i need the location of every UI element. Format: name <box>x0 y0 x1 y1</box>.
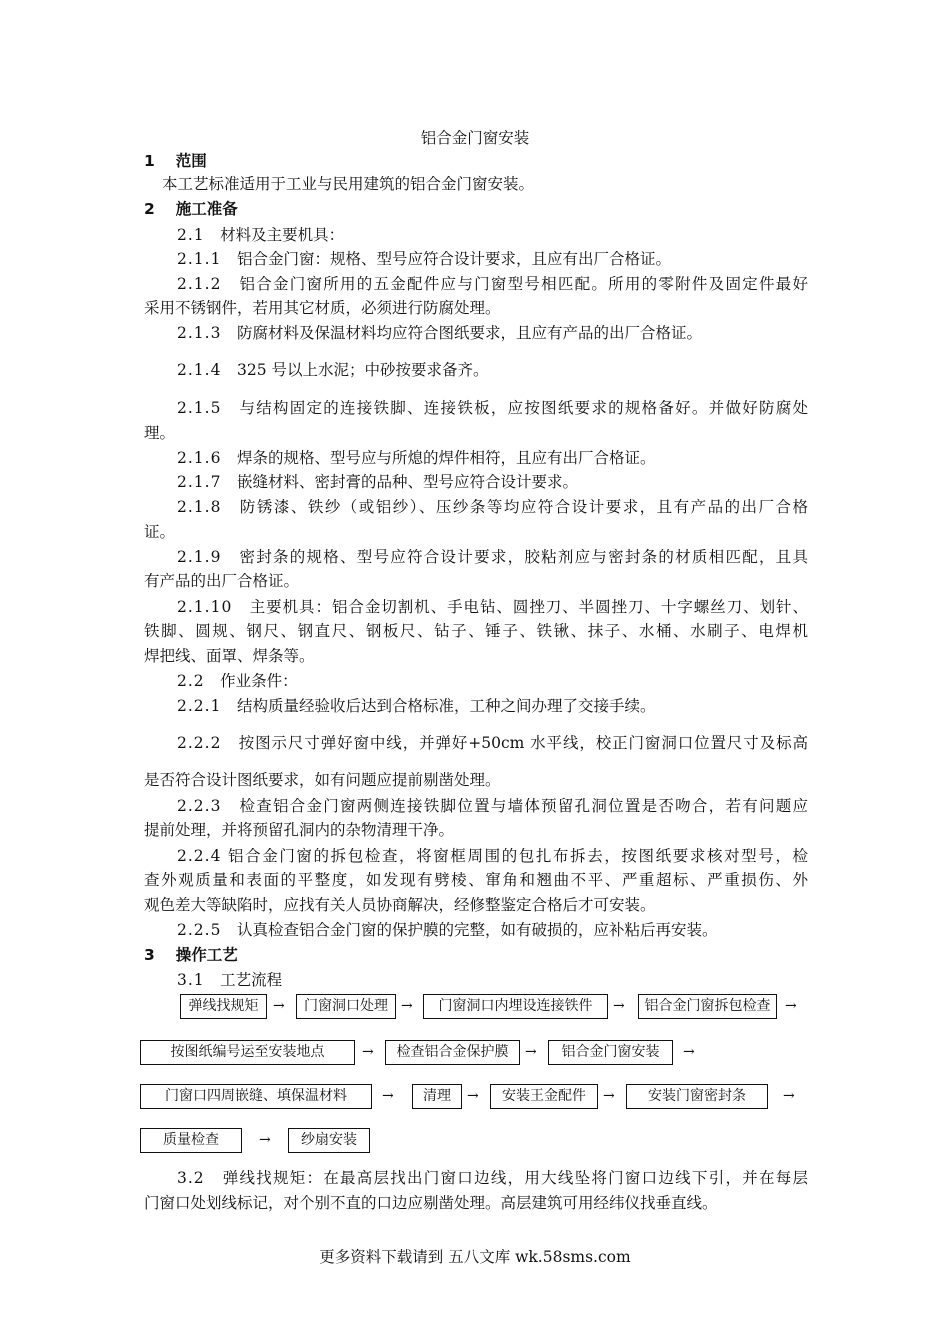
item-number: 2.1.9 <box>177 548 222 566</box>
item-number: 2.1.5 <box>177 399 222 417</box>
section-2-heading <box>144 199 238 219</box>
section-number: 3 <box>144 946 155 964</box>
item-2-1-2 <box>177 274 808 294</box>
arrow-right-icon: → <box>525 1044 537 1060</box>
arrow-right-icon: → <box>259 1132 271 1148</box>
item-2-2-5 <box>177 920 717 940</box>
item-number: 3.1 <box>177 971 205 989</box>
item-text: 材料及主要机具： <box>220 226 345 244</box>
item-2-1-4 <box>177 360 488 380</box>
section-number: 1 <box>144 152 155 170</box>
item-text-continued: 查外观质量和表面的平整度，如发现有劈棱、窜角和翘曲不平、严重超标、严重损伤、外 <box>144 871 808 889</box>
arrow-right-icon: → <box>382 1088 394 1104</box>
item-number: 2.2 <box>177 672 205 690</box>
flow-step: 安装门窗密封条 <box>626 1084 768 1109</box>
item-text-continued: 证。 <box>144 523 176 541</box>
item-text: 检查铝合金门窗两侧连接铁脚位置与墙体预留孔洞位置是否吻合，若有问题应 <box>239 797 808 815</box>
section-title: 施工准备 <box>175 200 238 218</box>
item-number: 2.1 <box>177 226 205 244</box>
item-number: 2.1.2 <box>177 275 222 293</box>
page-footer: 更多资料下载请到 五八文库 wk.58sms.com <box>319 1248 631 1266</box>
flow-step: 弹线找规矩 <box>180 994 267 1019</box>
item-text: 作业条件： <box>220 672 298 690</box>
item-text: 与结构固定的连接铁脚、连接铁板，应按图纸要求的规格备好。并做好防腐处 <box>239 399 808 417</box>
item-number: 2.1.1 <box>177 250 222 268</box>
paragraph: 本工艺标准适用于工业与民用建筑的铝合金门窗安装。 <box>162 175 535 193</box>
item-text: 铝合金门窗：规格、型号应符合设计要求，且应有出厂合格证。 <box>236 250 671 268</box>
item-text: 密封条的规格、型号应符合设计要求，胶粘剂应与密封条的材质相匹配，且具 <box>239 548 808 566</box>
arrow-right-icon: → <box>603 1088 615 1104</box>
item-number: 2.1.10 <box>177 598 233 616</box>
flow-step: 按图纸编号运至安装地点 <box>140 1040 355 1065</box>
item-2-2-4 <box>177 846 808 866</box>
section-number: 2 <box>144 200 155 218</box>
item-text-continued: 采用不锈钢件，若用其它材质，必须进行防腐处理。 <box>144 299 501 317</box>
item-2-2 <box>177 671 298 691</box>
section-title: 操作工艺 <box>175 946 238 964</box>
item-number: 2.1.3 <box>177 324 222 342</box>
arrow-right-icon: → <box>785 998 797 1014</box>
item-2-1-5 <box>177 398 808 418</box>
item-text-continued: 提前处理，并将预留孔洞内的杂物清理干净。 <box>144 821 455 839</box>
flow-step: 质量检查 <box>140 1128 242 1153</box>
arrow-right-icon: → <box>362 1044 374 1060</box>
item-2-2-1 <box>177 696 655 716</box>
section-1-heading <box>144 151 207 171</box>
item-2-1-1 <box>177 249 671 269</box>
item-number: 2.1.4 <box>177 361 222 379</box>
flow-step: 检查铝合金保护膜 <box>385 1040 520 1065</box>
item-text-continued: 是否符合设计图纸要求，如有问题应提前剔凿处理。 <box>144 771 501 789</box>
item-3-2 <box>177 1168 808 1188</box>
item-number: 2.1.7 <box>177 473 222 491</box>
item-2-1-9 <box>177 547 808 567</box>
arrow-right-icon: → <box>613 998 625 1014</box>
item-3-1 <box>177 970 282 990</box>
item-2-1-10 <box>177 597 808 617</box>
item-text: 铝合金门窗的拆包检查，将窗框周围的包扎布拆去，按图纸要求核对型号，检 <box>228 847 808 865</box>
arrow-right-icon: → <box>273 998 285 1014</box>
item-2-1-7 <box>177 472 578 492</box>
item-2-1-8 <box>177 497 808 517</box>
item-text-continued: 焊把线、面罩、焊条等。 <box>144 647 315 665</box>
arrow-right-icon: → <box>401 998 413 1014</box>
item-text: 主要机具：铝合金切割机、手电钻、圆挫刀、半圆挫刀、十字螺丝刀、划针、 <box>249 598 808 616</box>
item-text-continued: 有产品的出厂合格证。 <box>144 572 300 590</box>
item-text: 弹线找规矩：在最高层找出门窗口边线，用大线坠将门窗口边线下引，并在每层 <box>222 1169 808 1187</box>
item-2-1-3 <box>177 323 702 343</box>
item-number: 2.2.3 <box>177 797 222 815</box>
page-title: 铝合金门窗安装 <box>420 129 530 147</box>
item-text: 结构质量经验收后达到合格标准，工种之间办理了交接手续。 <box>236 697 656 715</box>
arrow-right-icon: → <box>467 1088 479 1104</box>
item-text-continued: 观色差大等缺陷时，应找有关人员协商解决，经修整鉴定合格后才可安装。 <box>144 896 656 914</box>
item-text: 按图示尺寸弹好窗中线，并弹好+50cm 水平线，校正门窗洞口位置尺寸及标高 <box>238 734 808 752</box>
flow-step: 门窗洞口处理 <box>296 994 396 1019</box>
item-2-2-2 <box>177 733 808 753</box>
item-number: 2.1.6 <box>177 449 222 467</box>
item-text-continued: 铁脚、圆规、钢尺、钢直尺、钢板尺、钻子、锤子、铁锹、抹子、水桶、水刷子、电焊机 <box>144 622 808 640</box>
item-text: 325 号以上水泥；中砂按要求备齐。 <box>236 361 489 379</box>
item-number: 2.2.4 <box>177 847 222 865</box>
item-text: 防锈漆、铁纱（或铝纱）、压纱条等均应符合设计要求，且有产品的出厂合格 <box>239 498 808 516</box>
item-2-1 <box>177 225 344 245</box>
item-text: 焊条的规格、型号应与所熄的焊件相符，且应有出厂合格证。 <box>236 449 656 467</box>
section-title: 范围 <box>175 152 207 170</box>
item-text: 工艺流程 <box>220 971 283 989</box>
item-text: 认真检查铝合金门窗的保护膜的完整，如有破损的，应补粘后再安装。 <box>236 921 718 939</box>
arrow-right-icon: → <box>783 1088 795 1104</box>
flow-step: 铝合金门窗拆包检查 <box>638 994 777 1019</box>
item-2-1-6 <box>177 448 655 468</box>
item-number: 2.2.1 <box>177 697 222 715</box>
item-number: 2.2.2 <box>177 734 222 752</box>
flow-step: 纱扇安装 <box>288 1128 370 1153</box>
section-3-heading <box>144 945 238 965</box>
flow-step: 铝合金门窗安装 <box>548 1040 673 1065</box>
item-number: 2.2.5 <box>177 921 222 939</box>
flow-step: 门窗口四周嵌缝、填保温材料 <box>140 1084 372 1109</box>
arrow-right-icon: → <box>683 1044 695 1060</box>
item-number: 3.2 <box>177 1169 205 1187</box>
flow-step: 安装王金配件 <box>490 1084 598 1109</box>
item-text: 铝合金门窗所用的五金配件应与门窗型号相匹配。所用的零附件及固定件最好 <box>239 275 808 293</box>
item-text-continued: 门窗口处划线标记，对个别不直的口边应剔凿处理。高层建筑可用经纬仪找垂直线。 <box>144 1194 718 1212</box>
item-2-2-3 <box>177 796 808 816</box>
item-text: 嵌缝材料、密封膏的品种、型号应符合设计要求。 <box>236 473 578 491</box>
item-text: 防腐材料及保温材料均应符合图纸要求，且应有产品的出厂合格证。 <box>236 324 702 342</box>
item-text-continued: 理。 <box>144 424 176 442</box>
flow-step: 清理 <box>412 1084 462 1109</box>
item-number: 2.1.8 <box>177 498 222 516</box>
flow-step: 门窗洞口内埋设连接铁件 <box>423 994 608 1019</box>
